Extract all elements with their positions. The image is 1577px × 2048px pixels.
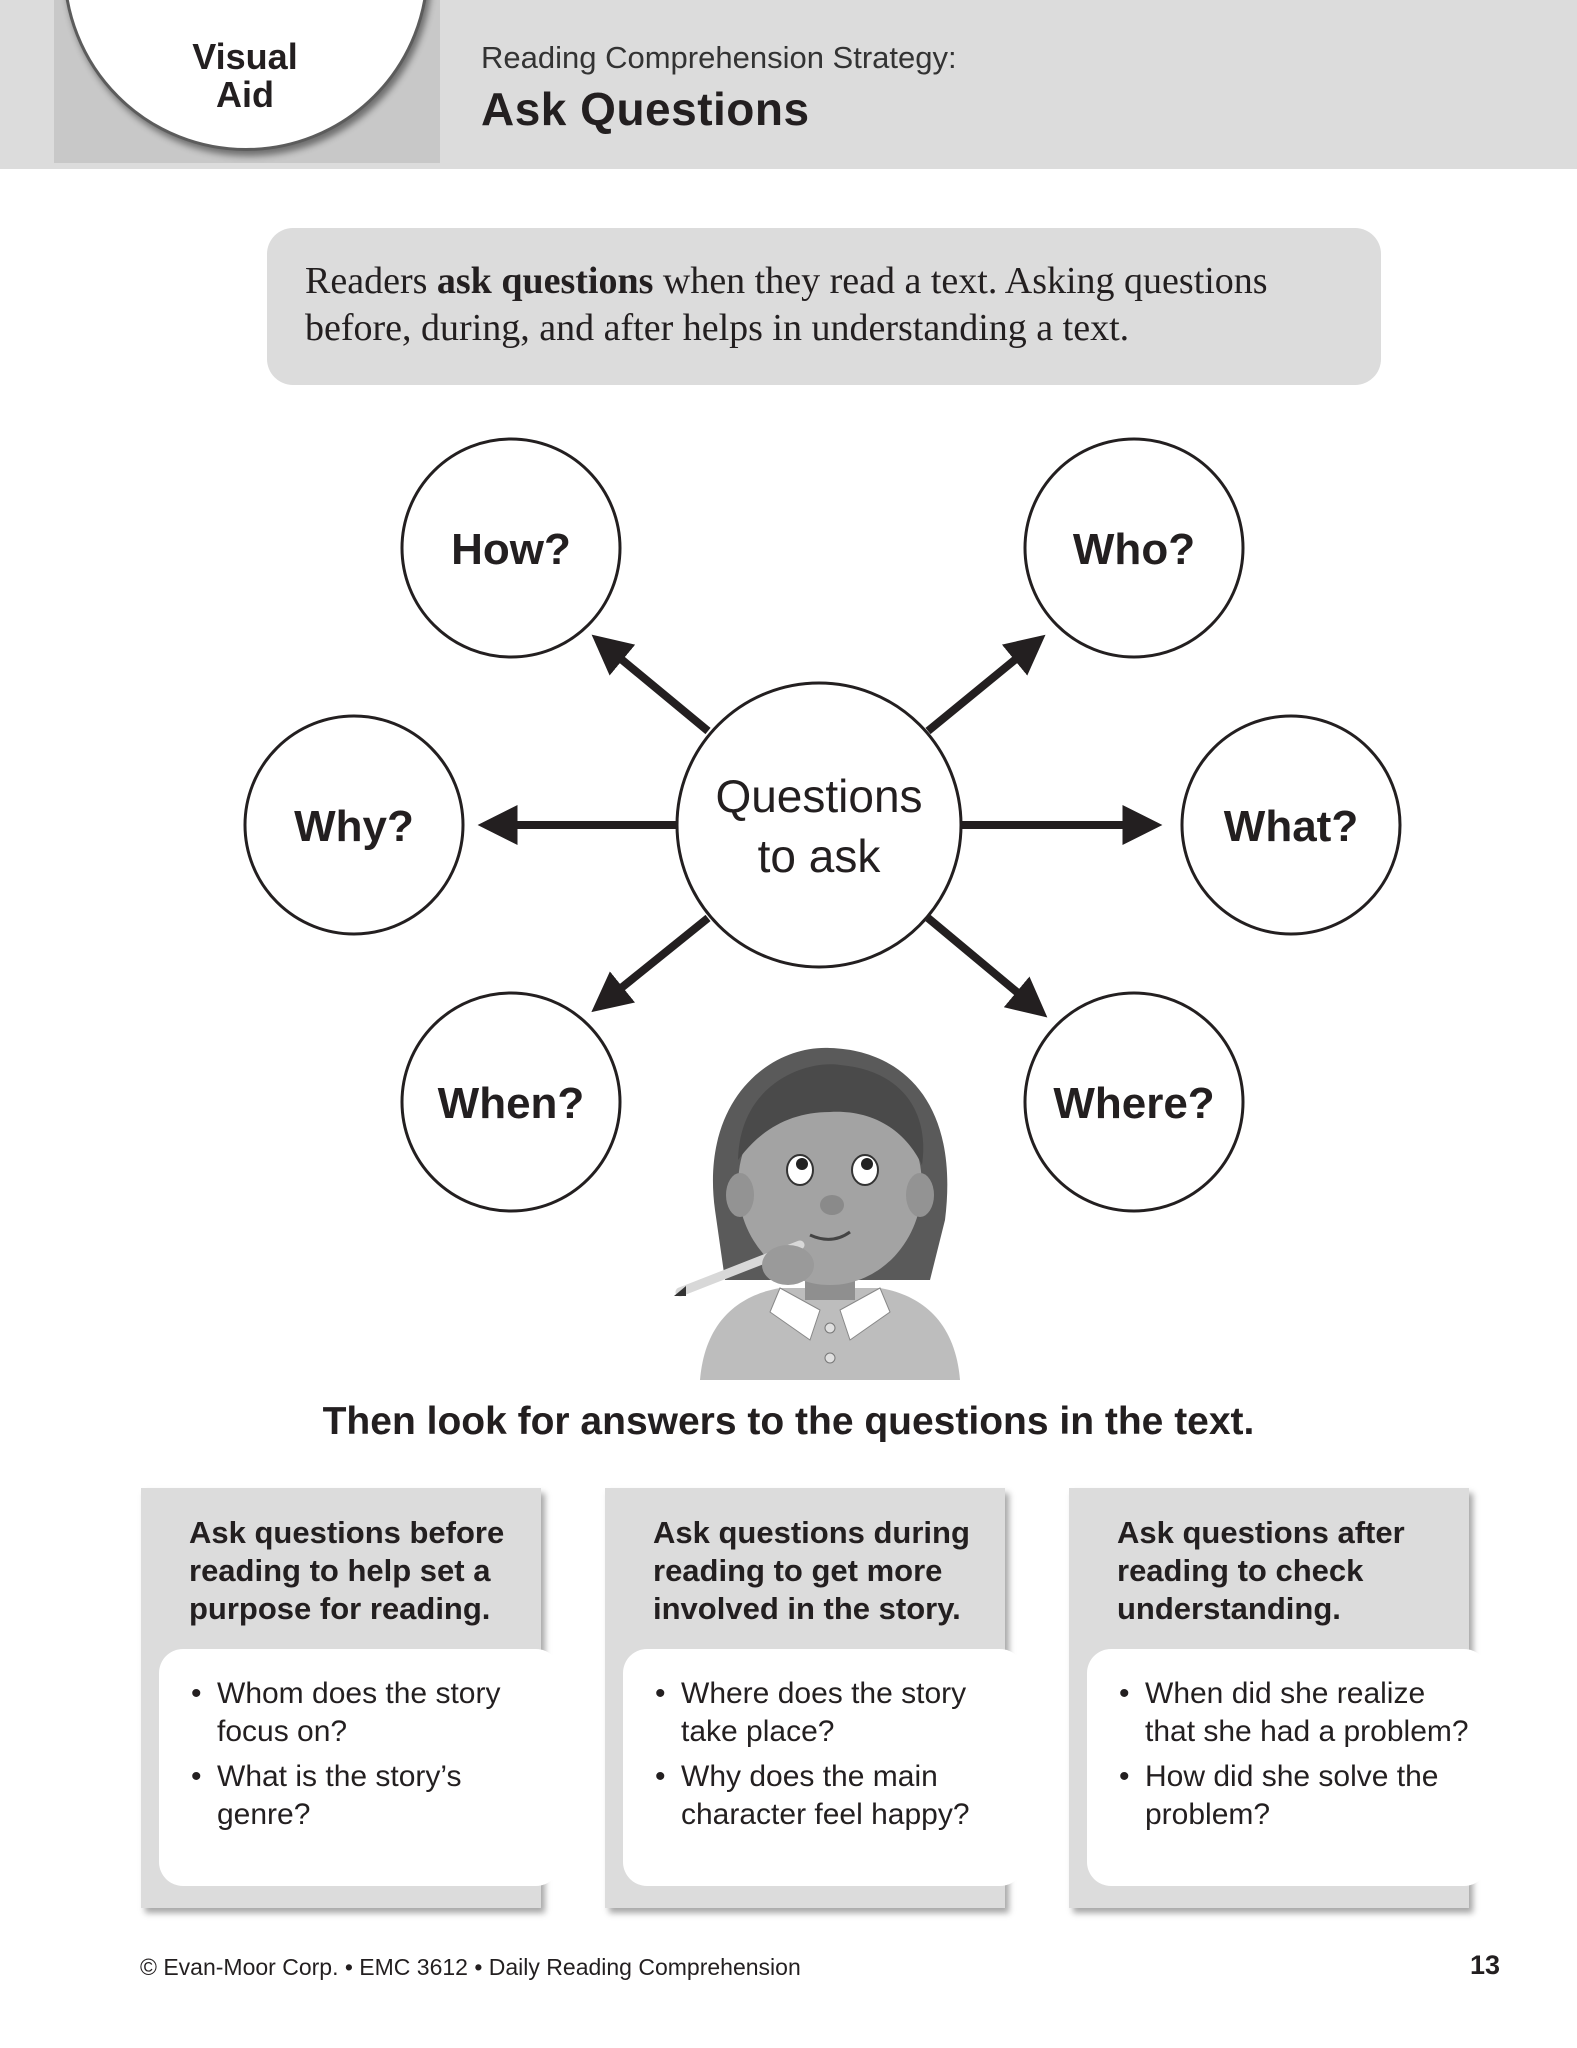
question-list: [623, 1649, 1024, 1834]
list-item: • What is the story’s genre?: [191, 1758, 547, 1834]
card-question-box: [159, 1649, 560, 1886]
list-item: • When did she realize that she had a problem?: [1119, 1675, 1475, 1751]
footer-copyright: © Evan-Moor Corp. • EMC 3612 • Daily Reading Comprehension: [140, 1954, 801, 1980]
arrow-to-who: [928, 654, 1022, 731]
card-heading: Ask questions after reading to check understanding.: [1117, 1515, 1405, 1626]
list-item: • How did she solve the problem?: [1119, 1758, 1475, 1834]
list-item: • Where does the story take place?: [655, 1675, 1011, 1751]
page-number: 13: [1470, 1950, 1501, 1980]
how-label: How?: [451, 525, 571, 574]
card-before: [141, 1488, 541, 1908]
card-during: [605, 1488, 1005, 1908]
list-item: • Why does the main character feel happy?: [655, 1758, 1011, 1834]
when-label: When?: [437, 1079, 585, 1128]
question-list: [1087, 1649, 1488, 1834]
intro-bold-text: ask questions: [436, 260, 654, 302]
what-label: What?: [1223, 802, 1359, 851]
center-label-line-1: Questions: [715, 770, 923, 822]
card-question-box: [623, 1649, 1024, 1886]
list-item: • Whom does the story focus on?: [191, 1675, 547, 1751]
center-label-line-2: to ask: [757, 830, 881, 882]
card-heading: Ask questions during reading to get more involved in the story.: [653, 1515, 970, 1626]
arrow-to-how: [615, 654, 708, 731]
thinking-girl-illustration: [660, 1040, 990, 1380]
then-look-heading: Then look for answers to the questions in the text.: [322, 1400, 1255, 1443]
where-label: Where?: [1053, 1079, 1215, 1128]
intro-text-1: Readers: [305, 260, 437, 302]
why-label: Why?: [294, 802, 414, 851]
badge-line-1: Visual: [192, 36, 298, 77]
who-label: Who?: [1072, 525, 1196, 574]
arrow-to-when: [615, 918, 708, 993]
card-question-box: [1087, 1649, 1488, 1886]
intro-text-2: when they read a text. Asking questions before, during, and after helps in understanding a text.: [305, 260, 1268, 349]
page-title: Ask Questions: [481, 83, 810, 135]
card-heading: Ask questions before reading to help set a purpose for reading.: [189, 1515, 505, 1626]
question-list: [159, 1649, 560, 1834]
badge-line-2: Aid: [216, 74, 274, 115]
arrow-to-where: [928, 918, 1024, 998]
center-circle: [677, 683, 961, 967]
strategy-subtitle: Reading Comprehension Strategy:: [481, 40, 957, 75]
card-after: [1069, 1488, 1469, 1908]
